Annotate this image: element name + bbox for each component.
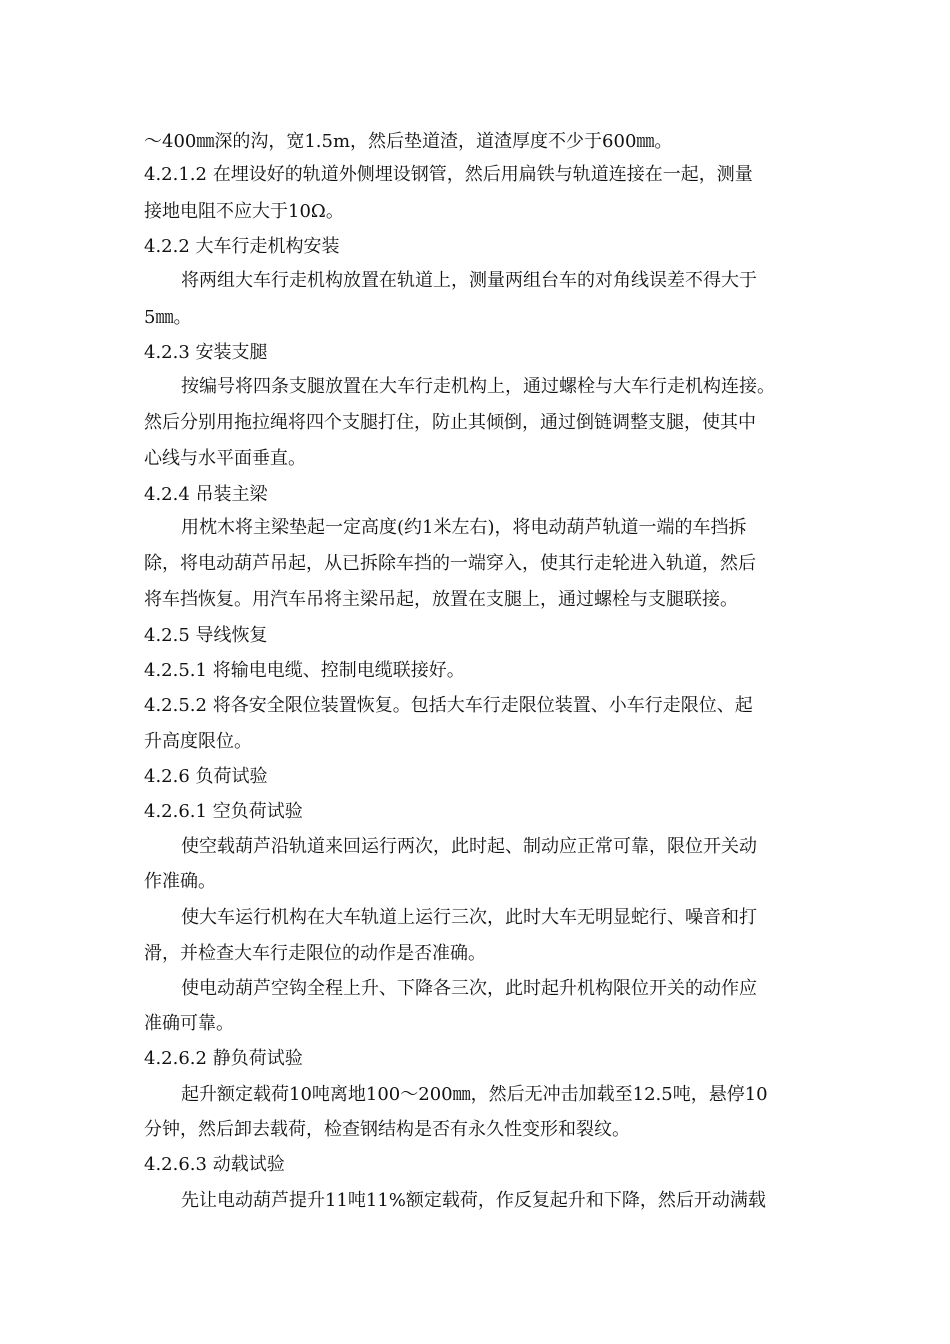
text-line: 使大车运行机构在大车轨道上运行三次，此时大车无明显蛇行、噪音和打: [181, 907, 757, 928]
text-line: 5㎜。: [144, 307, 192, 328]
text-line: 将两组大车行走机构放置在轨道上，测量两组台车的对角线误差不得大于: [181, 270, 757, 291]
text-line: 接地电阻不应大于10Ω。: [144, 201, 344, 222]
text-line: 4.2.5.1 将输电电缆、控制电缆联接好。: [144, 660, 465, 681]
section-heading: 4.2.6.1 空负荷试验: [144, 801, 303, 822]
section-heading: 4.2.6.2 静负荷试验: [144, 1048, 303, 1069]
text-line: 4.2.1.2 在埋设好的轨道外侧埋设钢管，然后用扁铁与轨道连接在一起，测量: [144, 164, 753, 185]
text-line: 起升额定载荷10吨离地100～200㎜，然后无冲击加载至12.5吨，悬停10: [181, 1084, 768, 1105]
text-line: 将车挡恢复。用汽车吊将主梁吊起，放置在支腿上，通过螺栓与支腿联接。: [144, 589, 738, 610]
text-line: 作准确。: [144, 871, 216, 892]
section-heading: 4.2.3 安装支腿: [144, 342, 268, 363]
section-heading: 4.2.4 吊装主梁: [144, 484, 268, 505]
section-heading: 4.2.6.3 动载试验: [144, 1154, 285, 1175]
text-line: 用枕木将主梁垫起一定高度(约1米左右)，将电动葫芦轨道一端的车挡拆: [181, 517, 747, 538]
text-line: 然后分别用拖拉绳将四个支腿打住，防止其倾倒，通过倒链调整支腿，使其中: [144, 412, 756, 433]
text-line: 分钟，然后卸去载荷，检查钢结构是否有永久性变形和裂纹。: [144, 1119, 630, 1140]
text-line: ～400㎜深的沟，宽1.5m，然后垫道渣，道渣厚度不少于600㎜。: [144, 131, 673, 152]
text-line: 先让电动葫芦提升11吨11%额定载荷，作反复起升和下降，然后开动满载: [181, 1190, 766, 1211]
text-line: 按编号将四条支腿放置在大车行走机构上，通过螺栓与大车行走机构连接。: [181, 376, 775, 397]
section-heading: 4.2.6 负荷试验: [144, 766, 268, 787]
text-line: 升高度限位。: [144, 731, 252, 752]
text-line: 使空载葫芦沿轨道来回运行两次，此时起、制动应正常可靠，限位开关动: [181, 836, 757, 857]
text-line: 除，将电动葫芦吊起，从已拆除车挡的一端穿入，使其行走轮进入轨道，然后: [144, 553, 756, 574]
text-line: 使电动葫芦空钩全程上升、下降各三次，此时起升机构限位开关的动作应: [181, 978, 757, 999]
text-line: 心线与水平面垂直。: [144, 448, 306, 469]
text-line: 准确可靠。: [144, 1013, 234, 1034]
text-line: 滑，并检查大车行走限位的动作是否准确。: [144, 943, 486, 964]
section-heading: 4.2.2 大车行走机构安装: [144, 236, 340, 257]
text-line: 4.2.5.2 将各安全限位装置恢复。包括大车行走限位装置、小车行走限位、起: [144, 695, 753, 716]
section-heading: 4.2.5 导线恢复: [144, 625, 268, 646]
